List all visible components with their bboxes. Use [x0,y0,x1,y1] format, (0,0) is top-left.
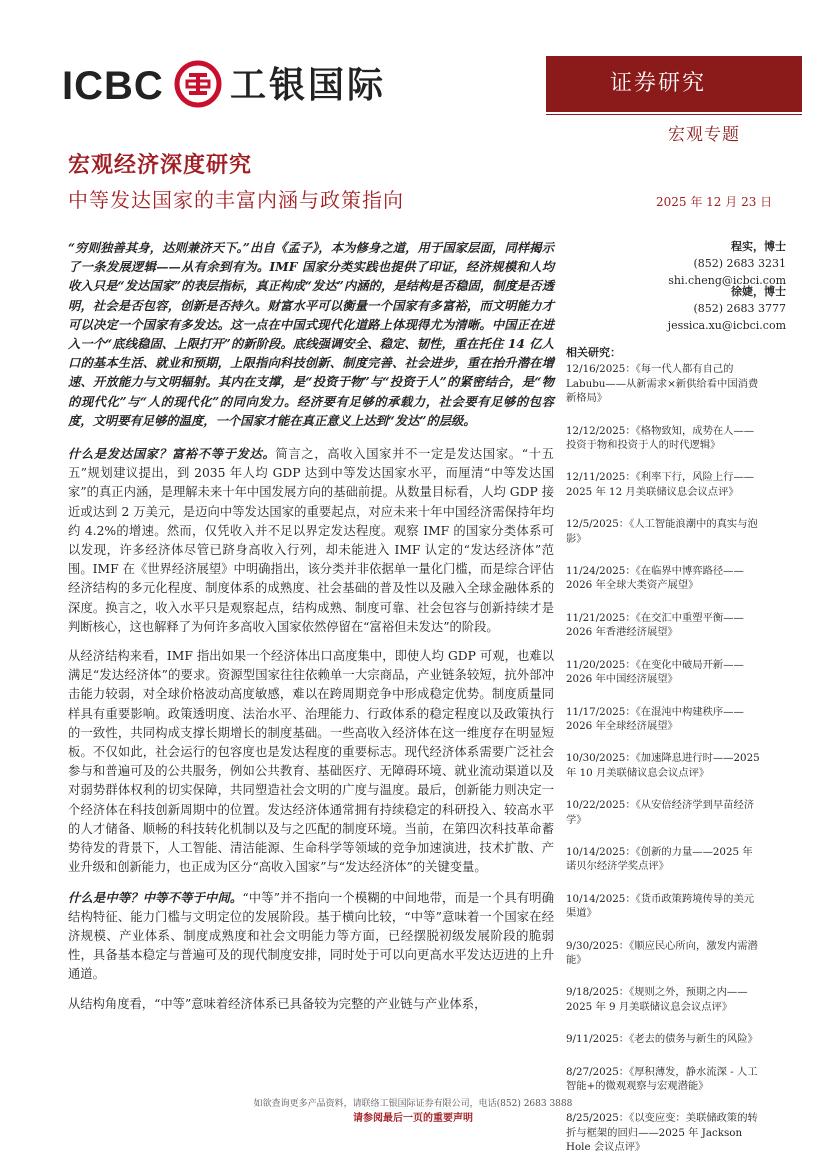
related-research-item[interactable]: 8/25/2025：《以变应变：美联储政策的转折与框架的回归——2025 年 Jackson Hole 会议点评》 [566,1112,758,1154]
abstract: “穷则独善其身，达则兼济天下。”出自《孟子》，本为修身之道，用于国家层面，同样揭示了一条发展逻辑——从有余到有为。IMF 国家分类实践也提供了印证，经济规模和人均收入只是“发达国家”的表层指标，真正构成“发达”内涵的，是结构是否稳固，制度是否透明，社会是否包容，创新是否持久。财富水平可以衡量一个国家有多富裕，而文明能力才可以决定一个国家有多发达。这一点在中国式现代化道路上体现得尤为清晰。中国正在进入一个“底线稳固、上限打开”的新阶段。底线强调安全、稳定、韧性，重在托住 14 亿人口的基本生活、就业和预期，上限指向科技创新、制度完善、社会进步，重在抬升潜在增速、开放能力与文明辐射。其内在支撑，是“投资于物”与“投资于人”的紧密结合，是“物的现代化”与“人的现代化”的同向发力。经济要有足够的承载力，社会要有足够的包容度，文明要有足够的温度，一个国家才能在真正意义上达到“发达”的层级。 [68,240,554,428]
author-email[interactable]: shi.cheng@icbci.com [668,274,786,287]
related-research-item[interactable]: 11/20/2025：《在变化中破局开新——2026 年中国经济展望》 [566,658,744,686]
body-paragraph [68,647,554,877]
related-research-item[interactable]: 12/11/2025：《利率下行，风险上行——2025 年 12 月美联储议息会议点评》 [566,471,755,498]
footer-contact: 如欲查询更多产品资料，请联络工银国际证券有限公司，电话(852) 2683 3888 [253,1099,573,1109]
paragraph-text: “中等”并不指向一个模糊的中间地带，而是一个具有明确结构特征、能力门槛与文明定位的发展阶段。基于横向比较，“中等”意味着一个国家在经济规模、产业体系、制度成熟度和社会文明能力等方面，已经摆脱初级发展阶段的脆弱性，具备基本稳定与普遍可及的现代制度安排，同时处于可以向更高水平发达迈进的上升通道。 [68,890,554,982]
report-category: 宏观专题 [668,125,740,145]
footer-disclaimer[interactable]: 请参阅最后一页的重要声明 [353,1113,473,1124]
related-research-item[interactable]: 12/12/2025：《格物致知，成势在人——投资于物和投资于人的时代逻辑》 [566,424,755,452]
related-research-item[interactable]: 8/27/2025：《厚积薄发，静水流深 - 人工智能+的微观观察与宏观潜能》 [566,1065,758,1092]
related-research-item[interactable]: 10/30/2025：《加速降息进行时——2025 年 10 月美联储议息会议点评》 [566,752,760,779]
related-research-item[interactable]: 10/14/2025：《货币政策跨境传导的美元渠道》 [566,892,755,920]
related-research-item[interactable]: 11/21/2025：《在交汇中重塑平衡——2026 年香港经济展望》 [566,611,744,639]
section-badge: 证券研究 [546,56,802,112]
sidebar-title: 相关研究： [566,346,621,359]
author-block [668,283,786,334]
author-name: 徐婕，博士 [731,285,786,298]
badge-divider [546,114,802,115]
icbc-logo-icon [174,60,222,108]
related-research-item[interactable]: 9/11/2025：《老去的债务与新生的风险》 [566,1033,758,1046]
paragraph-text: 简言之，高收入国家并不一定是发达国家。“十五五”规划建议提出，到 2035 年人均 GDP 达到中等发达国家水平，而厘清“中等发达国家”的真正内涵，是理解未来十年中国发展方向的基础前提。从数量目标看，人均 GDP 接近或达到 2 万美元，是迈向中等发达国家的重要起点，对应未来十年中国经济需保持年均约 4.2%的增速。然而，仅凭收入并不足以界定发达程度。观察 IMF 的国家分类体系可以发现，许多经济体尽管已跻身高收入行列，却未能进入 IMF 认定的“发达经济体”范围。IMF 在《世界经济展望》中明确指出，该分类并非依据单一量化门槛，而是综合评估经济结构的多元化程度、制度体系的成熟度、社会基础的普及性以及融入全球金融体系的深度。换言之，收入水平只是观察起点，结构成熟、制度可靠、社会包容与创新持续才是判断核心，这也解释了为何许多高收入国家依然停留在“富裕但未发达”的阶段。 [68,447,554,634]
paragraph-text: 从结构角度看，“中等”意味着经济体系已具备较为完整的产业链与产业体系， [68,996,487,1011]
report-body [68,238,554,1024]
body-paragraph [68,995,554,1014]
related-research-item[interactable]: 10/22/2025：《从安倍经济学到早苗经济学》 [566,799,755,826]
body-paragraph [68,444,554,637]
related-research-item[interactable]: 12/16/2025：《每一代人都有自己的 Labubu——从新需求×新供给看中国消费新格局》 [566,363,759,405]
author-email[interactable]: jessica.xu@icbci.com [667,319,786,332]
logo-icbc-text: ICBC [62,64,164,108]
paragraph-text: 从经济结构来看，IMF 指出如果一个经济体出口高度集中，即使人均 GDP 可观，也难以满足“发达经济体”的要求。资源型国家往往依赖单一大宗商品，产业链条较短，抗外部冲击能力较弱，对全球价格波动高度敏感，难以在跨周期竞争中形成稳定优势。制度质量同样具有重要影响。政策透明度、法治水平、治理能力、行政体系的稳定程度以及政策执行的一致性，共同构成支撑长期增长的制度基础。一些高收入经济体在这一维度存在明显短板。不仅如此，社会运行的包容度也是发达程度的重要标志。现代经济体系需要广泛社会参与和普遍可及的公共服务，例如公共教育、基础医疗、无障碍环境、就业流动渠道以及对弱势群体权利的切实保障，共同塑造社会文明的广度与温度。最后，创新能力则决定一个经济体在科技创新周期中的位置。发达经济体通常拥有持续稳定的科研投入、较高水平的人才储备、顺畅的科技转化机制以及与之匹配的制度环境。当前，在第四次科技革命蓄势待发的背景下，人工智能、清洁能源、生命科学等领域的竞争加速演进，技术扩散、产业升级和创新能力，也正成为区分“高收入国家”与“发达经济体”的关键变量。 [68,649,554,875]
related-research-sidebar [566,346,762,1173]
author-block [668,238,786,289]
report-subtitle: 中等发达国家的丰富内涵与政策指向 [68,188,404,212]
paragraph-lead: 什么是发达国家？富裕不等于发达。 [68,446,276,462]
related-research-item[interactable]: 11/24/2025：《在临界中博弈路径——2026 年全球大类资产展望》 [566,565,744,592]
author-phone: (852) 2683 3231 [693,257,786,270]
logo-chinese-text: 工银国际 [230,65,387,106]
author-name: 程实，博士 [731,240,786,253]
report-title: 宏观经济深度研究 [68,152,253,178]
paragraph-lead: 什么是中等？中等不等于中间。 [68,889,243,905]
author-phone: (852) 2683 3777 [693,302,786,315]
body-paragraph [68,888,554,985]
related-research-item[interactable]: 9/30/2025：《顺应民心所向，激发内需潜能》 [566,939,758,966]
related-research-item[interactable]: 12/5/2025：《人工智能浪潮中的真实与泡影》 [566,518,758,545]
related-research-item[interactable]: 11/17/2025：《在混沌中构建秩序——2026 年全球经济展望》 [566,705,744,732]
related-research-item[interactable]: 10/14/2025：《创新的力量——2025 年诺贝尔经济学奖点评》 [566,845,753,873]
related-research-item[interactable]: 9/18/2025：《规则之外，预期之内——2025 年 9 月美联储议息会议点评》 [566,986,748,1013]
report-date: 2025 年 12 月 23 日 [656,195,773,209]
